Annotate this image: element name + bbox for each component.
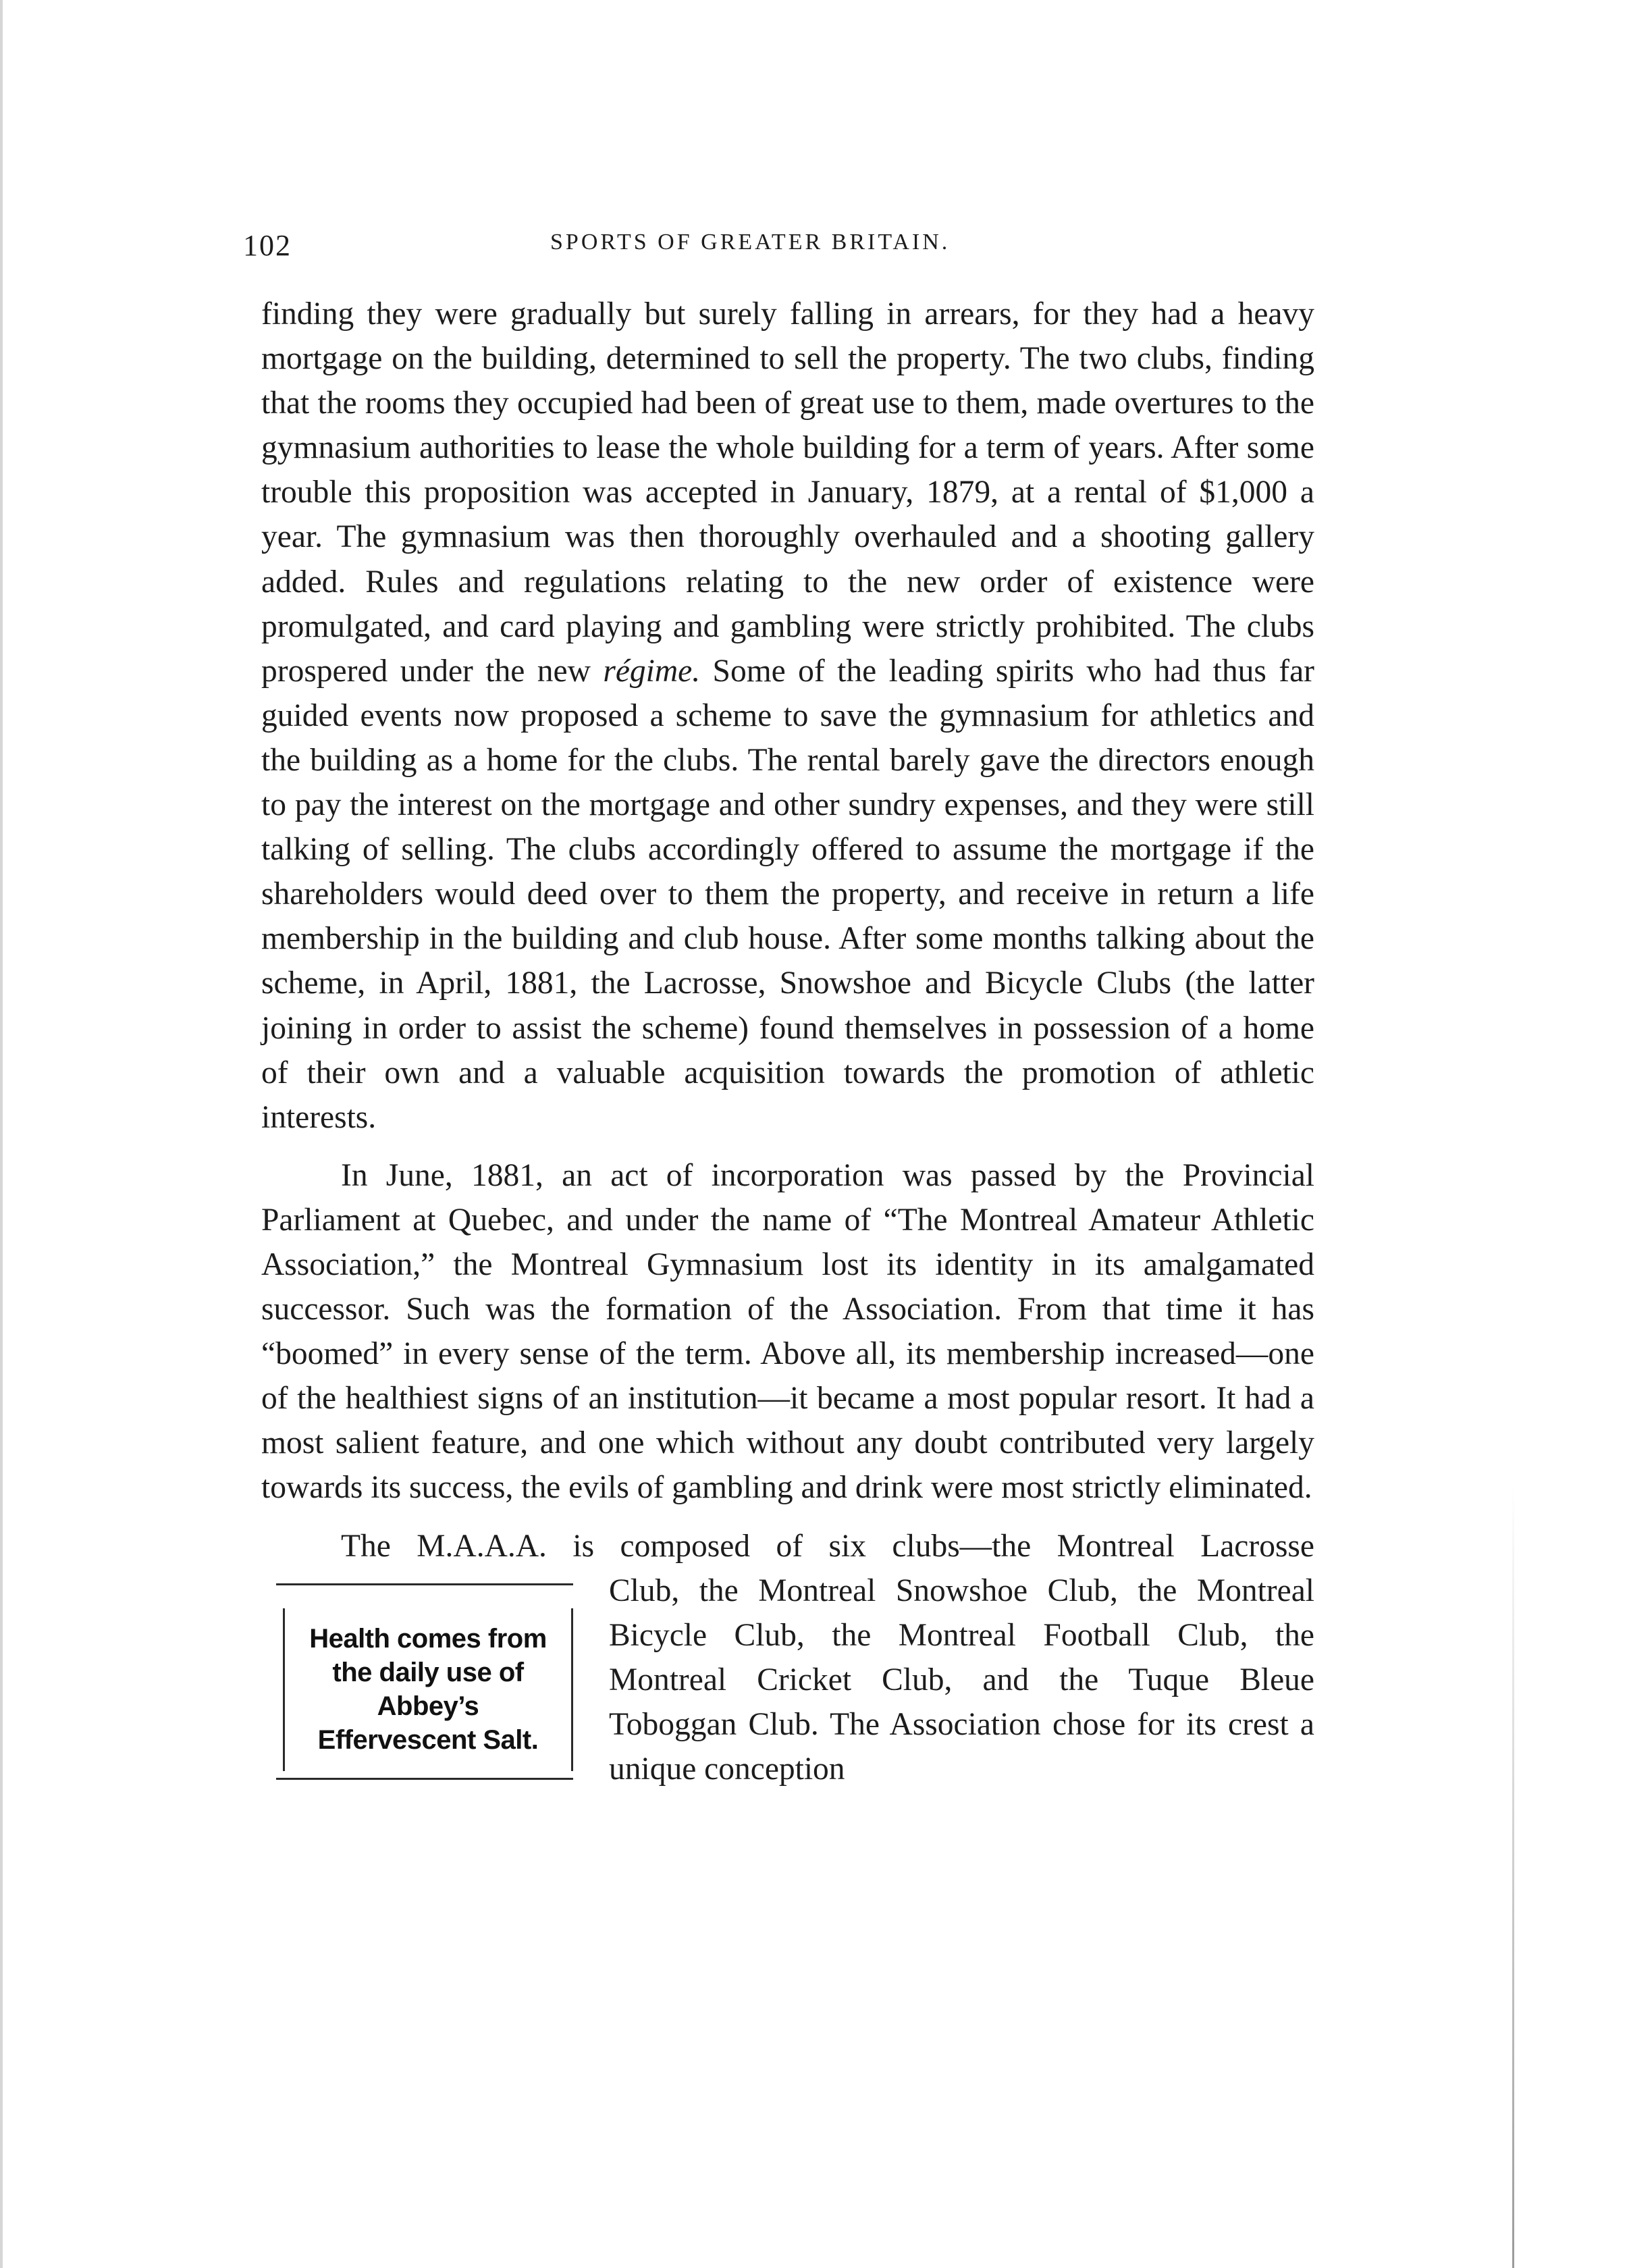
paragraph-3-wrapped-text: Club, the Montreal Snowshoe Club, the Montreal Bicycle Club, the Montreal Football Club, the Montreal Cricket Club, and the Tuque Bleue Toboggan Club. The Association chose for its crest a unique conception xyxy=(609,1573,1314,1787)
body-text xyxy=(261,292,1314,1791)
ad-line-2: the daily use of xyxy=(332,1658,524,1688)
ad-line-1: Health comes from xyxy=(309,1624,547,1654)
ad-wrap-area xyxy=(261,1568,1314,1791)
ad-line-4: Effervescent Salt. xyxy=(317,1725,539,1756)
advertisement-text xyxy=(309,1622,547,1757)
paragraph-2: In June, 1881, an act of incorporation was passed by the Provincial Parliament at Quebec, and under the name of “The Montreal Amateur Athletic Association,” the Montreal Gymnasium lost its identity in its amalgamated successor. Such was the formation of the Association. From that time it has “boomed” in every sense of the term. Above all, its membership increased—one of the healthiest signs of an institution—it became a most popular resort. It had a most salient feature, and one which without any doubt contributed very largely towards its success, the evils of gambling and drink were most strictly eliminated. xyxy=(261,1157,1314,1506)
paragraph-3-wrapped xyxy=(609,1568,1314,1791)
italic-regime: régime. xyxy=(603,653,701,689)
running-head xyxy=(243,228,1315,269)
page-left-edge xyxy=(0,0,3,2268)
paragraph-1-text-a: finding they were gradually but surely falling in arrears, for they had a heavy mortgage on the building, determined to sell the property. The two clubs, finding that the rooms they occupied had been of great use to them, made overtures to the gymnasium authorities to lease the whole building for a term of years. After some trouble this proposition was accepted in January, 1879, at a rental of $1,000 a year. The gymnasium was then thoroughly overhauled and a shooting gallery added. Rules and regulations relating to the new order of existence were promulgated, and card playing and gambling were strictly prohibited. The clubs prospered under the new xyxy=(261,296,1314,689)
advertisement-box xyxy=(276,1583,573,1780)
advertisement-frame xyxy=(283,1608,573,1771)
paragraph-1-text-b: Some of the leading spirits who had thus far guided events now proposed a scheme to save the gymnasium for athletics and the building as a home for the clubs. The rental barely gave the directors enough to pay the interest on the mortgage and other sundry expenses, and they were still talking of selling. The clubs accordingly offered to assume the mortgage if the shareholders would deed over to them the property, and receive in return a life membership in the building and club house. After some months talking about the scheme, in April, 1881, the Lacrosse, Snowshoe and Bicycle Clubs (the latter joining in order to assist the scheme) found themselves in possession of a home of their own and a valuable acquisition towards the promotion of athletic interests. xyxy=(261,653,1314,1135)
ad-line-3: Abbey’s xyxy=(377,1691,479,1722)
paragraph-1 xyxy=(261,292,1314,1140)
page-number: 102 xyxy=(243,229,292,262)
paragraph-3-lead: The M.A.A.A. is composed of six clubs—the Montreal Lacrosse xyxy=(341,1528,1314,1564)
page-right-shadow xyxy=(1512,1485,1514,2268)
running-title: SPORTS OF GREATER BRITAIN. xyxy=(550,230,951,255)
